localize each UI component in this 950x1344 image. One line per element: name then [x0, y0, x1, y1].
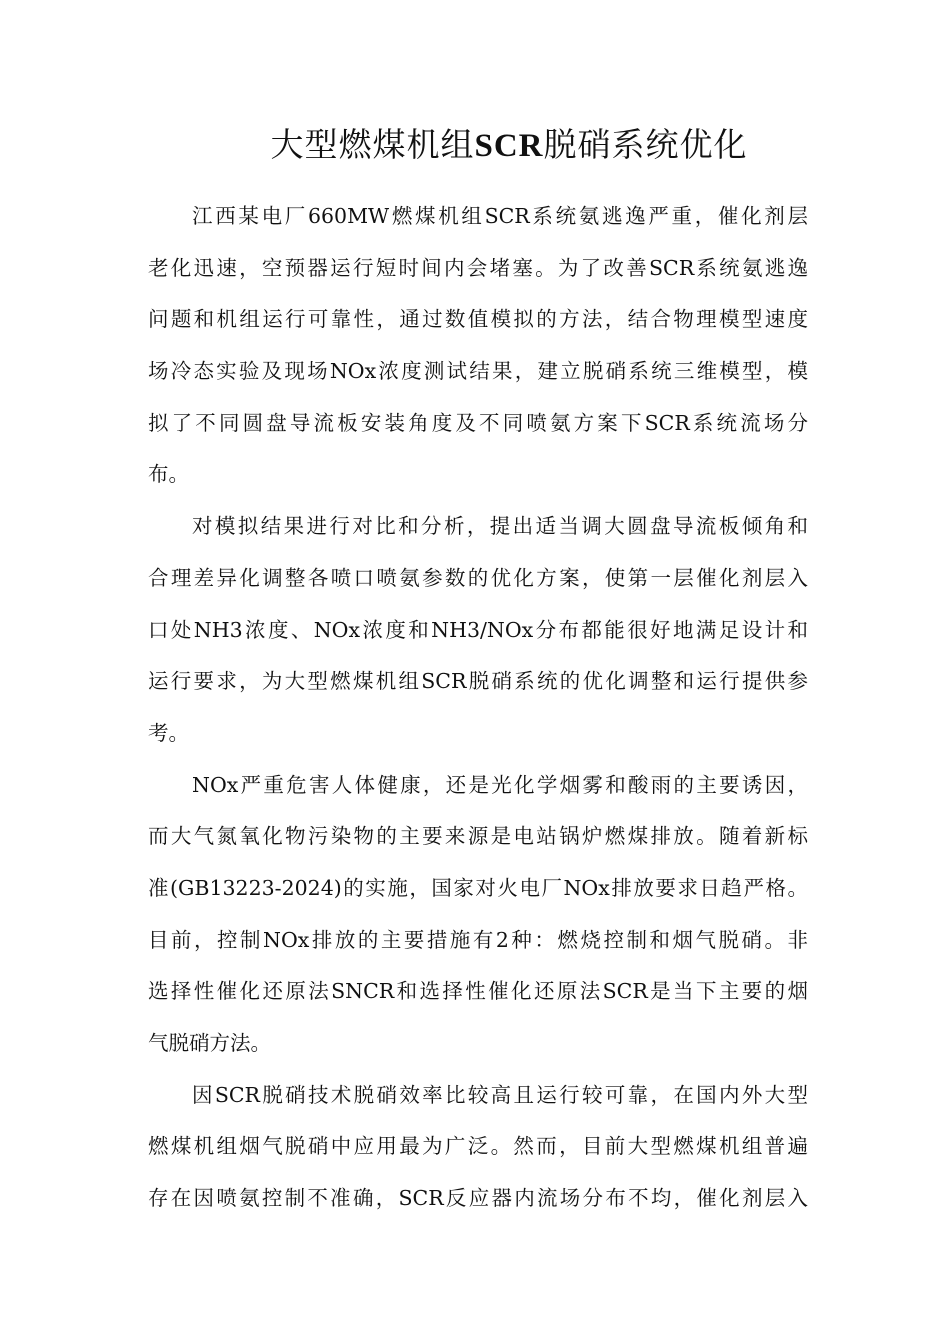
document-title: [0, 120, 950, 171]
paragraph-line: 而大气氮氧化物污染物的主要来源是电站锅炉燃煤排放。随着新标: [148, 824, 808, 849]
paragraph-4: [148, 1070, 808, 1225]
paragraph-line: 气脱硝方法。: [148, 1031, 271, 1055]
paragraph-2: [148, 501, 808, 759]
paragraph-line: 老化迅速，空预器运行短时间内会堵塞。为了改善SCR系统氨逃逸: [148, 255, 808, 280]
paragraph-1: [148, 191, 808, 501]
paragraph-line: 问题和机组运行可靠性，通过数值模拟的方法，结合物理模型速度: [148, 307, 808, 332]
paragraph-line: 江西某电厂660MW燃煤机组SCR系统氨逃逸严重，催化剂层: [192, 204, 808, 228]
paragraph-line: 选择性催化还原法SNCR和选择性催化还原法SCR是当下主要的烟: [148, 979, 808, 1004]
paragraph-line: 合理差异化调整各喷口喷氨参数的优化方案，使第一层催化剂层入: [148, 565, 808, 590]
paragraph-line: 考。: [148, 720, 189, 745]
paragraph-line: 准(GB13223-2024)的实施，国家对火电厂NOx排放要求日趋严格。: [148, 875, 808, 900]
title-suffix: 脱硝系统优化: [543, 125, 748, 164]
title-prefix: 大型燃煤机组: [270, 125, 475, 164]
paragraph-3: [148, 760, 808, 1070]
paragraph-line: 因SCR脱硝技术脱硝效率比较高且运行较可靠，在国内外大型: [192, 1082, 808, 1107]
paragraph-line: 存在因喷氨控制不准确，SCR反应器内流场分布不均，催化剂层入: [148, 1186, 808, 1211]
title-bold: SCR: [474, 128, 544, 164]
paragraph-line: 对模拟结果进行对比和分析，提出适当调大圆盘导流板倾角和: [192, 514, 808, 539]
paragraph-line: NOx严重危害人体健康，还是光化学烟雾和酸雨的主要诱因，: [192, 772, 808, 797]
paragraph-line: 目前，控制NOx排放的主要措施有2种：燃烧控制和烟气脱硝。非: [148, 927, 808, 952]
paragraph-line: 布。: [148, 462, 189, 487]
paragraph-line: 场冷态实验及现场NOx浓度测试结果，建立脱硝系统三维模型，模: [148, 359, 808, 384]
paragraph-line: 口处NH3浓度、NOx浓度和NH3/NOx分布都能很好地满足设计和: [148, 617, 808, 642]
paragraph-line: 拟了不同圆盘导流板安装角度及不同喷氨方案下SCR系统流场分: [148, 410, 808, 435]
paragraph-line: 燃煤机组烟气脱硝中应用最为广泛。然而，目前大型燃煤机组普遍: [148, 1134, 808, 1159]
document-body: [148, 191, 808, 1225]
paragraph-line: 运行要求，为大型燃煤机组SCR脱硝系统的优化调整和运行提供参: [148, 669, 808, 694]
